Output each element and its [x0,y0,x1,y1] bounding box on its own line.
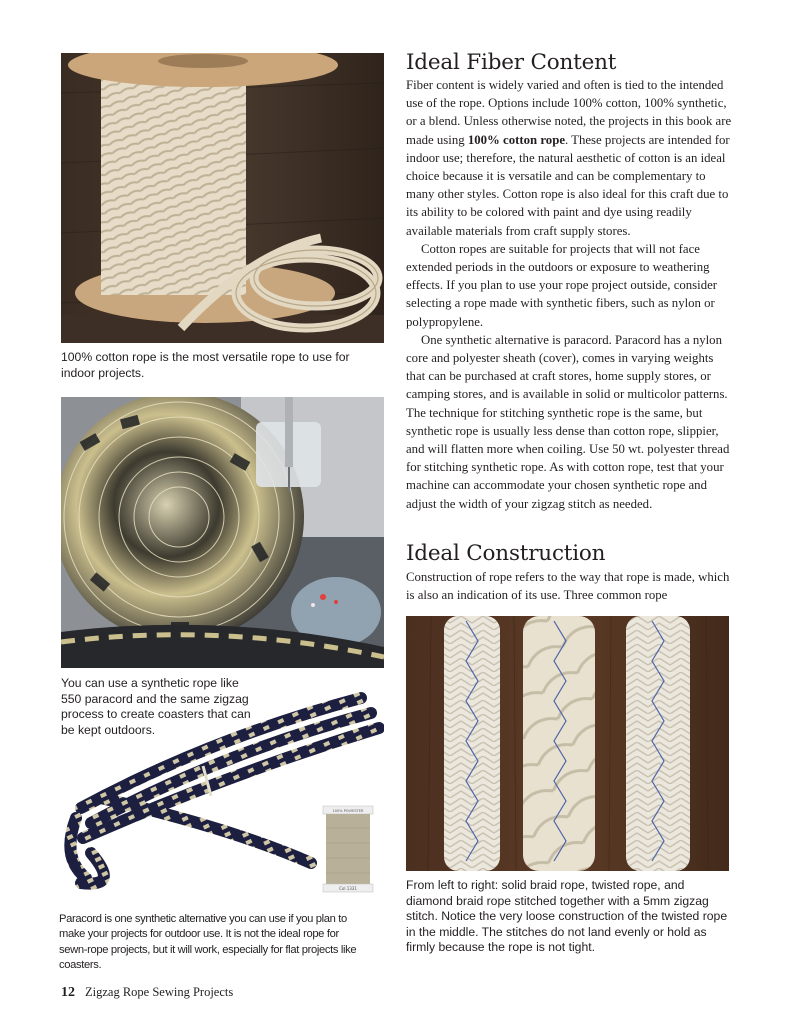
book-title: Zigzag Rope Sewing Projects [85,985,234,999]
spool-label-bottom: Col 1331 [339,886,357,891]
construction-body [406,568,732,604]
construction-paragraph-1: Construction of rope refers to the way that rope is made, which is also an indication of its use. Three common rope [406,570,730,603]
fiber-heading: Ideal Fiber Content [406,50,617,75]
cotton-rope-caption: 100% cotton rope is the most versatile rope to use for indoor projects. [61,350,350,380]
fiber-body [406,76,732,513]
cotton-rope-emphasis: 100% cotton rope [467,132,565,147]
paracord-caption: Paracord is one synthetic alternative you can use if you plan to make your projects for outdoor use. It is not the ideal rope for sewn-rope projects, but it will work, especially for flat projects like coasters. [59,913,357,972]
coaster-sewing-photo [61,397,384,668]
rope-types-caption: From left to right: solid braid rope, twisted rope, and diamond braid rope stitched together with a 5mm zigzag stitch. Notice the very loose construction of the twisted rope in the middle. The stitches do not land evenly or hold as firmly because the rope is not tight. [406,878,728,955]
rope-types-photo [406,616,729,871]
fiber-paragraph-2: Cotton ropes are suitable for projects that will not face extended periods in the outdoors or exposure to weathering effects. If you plan to use your rope project outside, consider selecting a rope made with synthetic fibers, such as nylon or polypropylene. [406,241,718,329]
cotton-rope-spool-photo [61,53,384,343]
spool-label-top: 100% POLYESTER [332,809,364,813]
thread-spool [323,806,373,892]
page-number: 12 [61,985,75,1000]
construction-heading: Ideal Construction [406,541,606,566]
page-footer [61,985,233,1001]
synthetic-rope-caption-overlay: You can use a synthetic rope like 550 paracord and the same zigzag process to create coasters that can be kept outdoors. [61,676,251,737]
fiber-paragraph-3: One synthetic alternative is paracord. Paracord has a nylon core and polyester sheath (cover), comes in varying weights that can be purchased at craft stores, home supply stores, or camping stores, and is available in solid or multicolor patterns. The technique for stitching synthetic rope is the same, but synthetic rope is usually less dense than cotton rope, slippier, and will flatten more when coiling. Use 50 wt. polyester thread for stitching synthetic rope. As with cotton rope, test that your machine can accommodate your chosen synthetic rope and adjust the width of your zigzag stitch as needed. [406,332,730,511]
fiber-paragraph-1: Fiber content is widely varied and often is tied to the intended use of the rope. Options include 100% cotton, 100% synthetic, or a blend. Unless otherwise noted, the projects in this book are made using 100% cotton rope. These projects are intended for indoor use; therefore, the natural aesthetic of cotton is an ideal choice because it is versatile and can be complementary to many other styles. Cotton rope is also ideal for this craft due to its ability to be colored with paint and dye using readily available materials from craft supply stores. [406,78,732,238]
